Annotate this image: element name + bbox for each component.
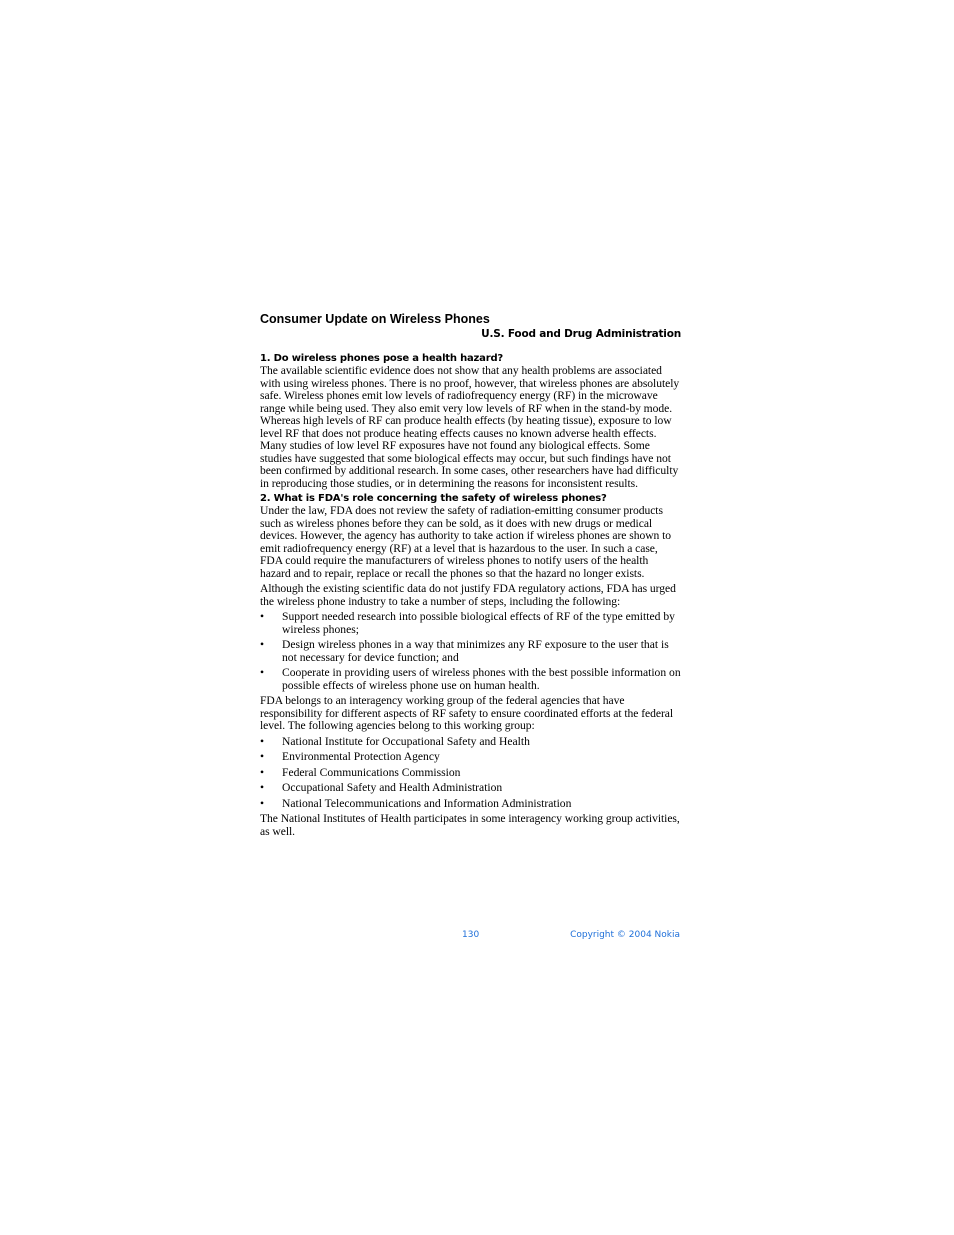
- copyright-notice: Copyright © 2004 Nokia: [570, 930, 680, 940]
- list-item: [260, 736, 681, 749]
- document-source: U.S. Food and Drug Administration: [481, 328, 681, 340]
- bullet-icon: •: [260, 638, 265, 651]
- bullet-icon: •: [260, 666, 265, 679]
- list-item-text: National Telecommunications and Information Administration: [282, 796, 572, 810]
- fda-steps-list: [260, 611, 681, 692]
- list-item: [260, 767, 681, 780]
- section-2-paragraph-2: Although the existing scientific data do not justify FDA regulatory actions, FDA has urged the wireless phone industry to take a number of steps, including the following:: [260, 582, 676, 608]
- section-1-heading: 1. Do wireless phones pose a health hazard?: [260, 353, 504, 364]
- bullet-icon: •: [260, 796, 265, 810]
- bullet-icon: •: [260, 781, 265, 794]
- agencies-list: [260, 736, 681, 811]
- section-2-heading: 2. What is FDA's role concerning the safety of wireless phones?: [260, 493, 607, 504]
- list-item: [260, 611, 681, 636]
- section-2-paragraph-4: The National Institutes of Health participates in some interagency working group activities, as well.: [260, 812, 680, 838]
- list-item: [260, 798, 681, 811]
- section-2-paragraph-3: FDA belongs to an interagency working group of the federal agencies that have responsibility for different aspects of RF safety to ensure coordinated efforts at the federal level. The following agencies belong to this working group:: [260, 694, 674, 732]
- list-item-text: Occupational Safety and Health Administration: [282, 781, 503, 794]
- list-item: [260, 751, 681, 764]
- page-number: 130: [462, 930, 480, 940]
- section-1-paragraph: The available scientific evidence does not show that any health problems are associated with using wireless phones. There is no proof, however, that wireless phones are absolutely safe. Wireless phones emit low levels of radiofrequency energy (RF) in the microwave range while being used. They also emit very low levels of RF when in the stand-by mode. Whereas high levels of RF can produce health effects (by heating tissue), exposure to low level RF that does not produce heating effects causes no known adverse health effects. Many studies of low level RF exposures have not found any biological effects. Some studies have suggested that some biological effects may occur, but such findings have not been confirmed by additional research. In some cases, other researchers have had difficulty in reproducing those studies, or in determining the reasons for inconsistent results.: [260, 364, 680, 490]
- list-item: [260, 782, 681, 795]
- bullet-icon: •: [260, 765, 265, 779]
- document-title: Consumer Update on Wireless Phones: [260, 312, 490, 326]
- list-item: [260, 667, 681, 692]
- list-item-text: Federal Communications Commission: [282, 765, 461, 779]
- list-item-text: Environmental Protection Agency: [282, 750, 440, 763]
- list-item-text: National Institute for Occupational Safety and Health: [282, 734, 530, 748]
- document-body: [260, 311, 681, 838]
- list-item: [260, 639, 681, 664]
- list-item-text: Design wireless phones in a way that minimizes any RF exposure to the user that is not necessary for device function; and: [282, 638, 669, 664]
- list-item-text: Support needed research into possible biological effects of RF of the type emitted by wireless phones;: [282, 610, 675, 636]
- bullet-icon: •: [260, 750, 265, 763]
- bullet-icon: •: [260, 734, 265, 748]
- bullet-icon: •: [260, 610, 265, 623]
- list-item-text: Cooperate in providing users of wireless phones with the best possible information on possible effects of wireless phone use on human health.: [282, 666, 681, 692]
- section-2-paragraph-1: Under the law, FDA does not review the safety of radiation-emitting consumer products such as wireless phones before they can be sold, as it does with new drugs or medical devices. However, the agency has authority to take action if wireless phones are shown to emit radiofrequency energy (RF) at a level that is hazardous to the user. In such a case, FDA could require the manufacturers of wireless phones to notify users of the health hazard and to repair, replace or recall the phones so that the hazard no longer exists.: [260, 504, 672, 580]
